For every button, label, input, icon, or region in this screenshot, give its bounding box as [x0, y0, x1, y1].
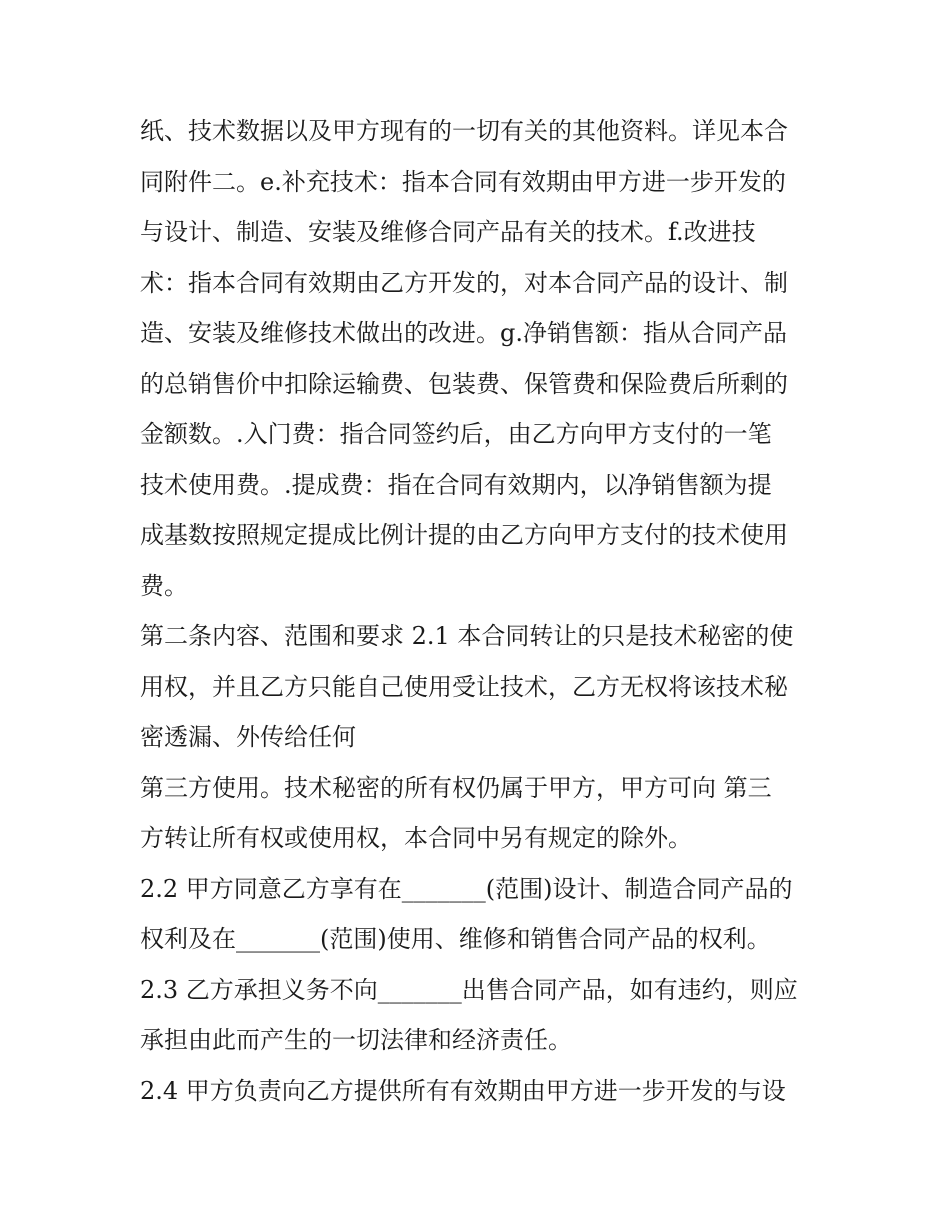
text-line: 费。 [140, 571, 188, 600]
text-line: 方转让所有权或使用权，本合同中另有规定的除外。 [140, 824, 692, 852]
text-line: 用权，并且乙方只能自己使用受让技术，乙方无权将该技术秘 [140, 672, 788, 701]
text-line: 与设计、制造、安装及维修合同产品有关的技术。f.改进技 [140, 218, 756, 246]
document-body [140, 106, 820, 1116]
text-line: 2.3 乙方承担义务不向_______出售合同产品，如有违约，则应 [140, 975, 798, 1004]
text-line: 第三方使用。技术秘密的所有权仍属于甲方，甲方可向 第三 [140, 773, 772, 802]
text-line: 的总销售价中扣除运输费、包装费、保管费和保险费后所剩的 [140, 369, 788, 398]
text-line: 2.4 甲方负责向乙方提供所有有效期由甲方进一步开发的与设 [140, 1076, 786, 1105]
text-line: 造、安装及维修技术做出的改进。g.净销售额：指从合同产品 [140, 319, 787, 347]
text-line: 成基数按照规定提成比例计提的由乙方向甲方支付的技术使用 [140, 521, 788, 549]
text-line: 术：指本合同有效期由乙方开发的，对本合同产品的设计、制 [140, 268, 788, 297]
text-line: 金额数。.入门费：指合同签约后，由乙方向甲方支付的一笔 [140, 420, 772, 448]
text-line: 承担由此而产生的一切法律和经济责任。 [140, 1026, 572, 1054]
text-line: 技术使用费。.提成费：指在合同有效期内，以净销售额为提 [140, 470, 772, 499]
text-line: 权利及在_______(范围)使用、维修和销售合同产品的权利。 [140, 925, 771, 953]
text-line: 密透漏、外传给任何 [140, 723, 356, 751]
text-line: 纸、技术数据以及甲方现有的一切有关的其他资料。详见本合 [140, 117, 788, 145]
text-line: 同附件二。e.补充技术：指本合同有效期由甲方进一步开发的 [140, 167, 786, 196]
text-line: 第二条内容、范围和要求 2.1 本合同转让的只是技术秘密的使 [140, 622, 794, 650]
text-line: 2.2 甲方同意乙方享有在_______(范围)设计、制造合同产品的 [140, 874, 793, 903]
